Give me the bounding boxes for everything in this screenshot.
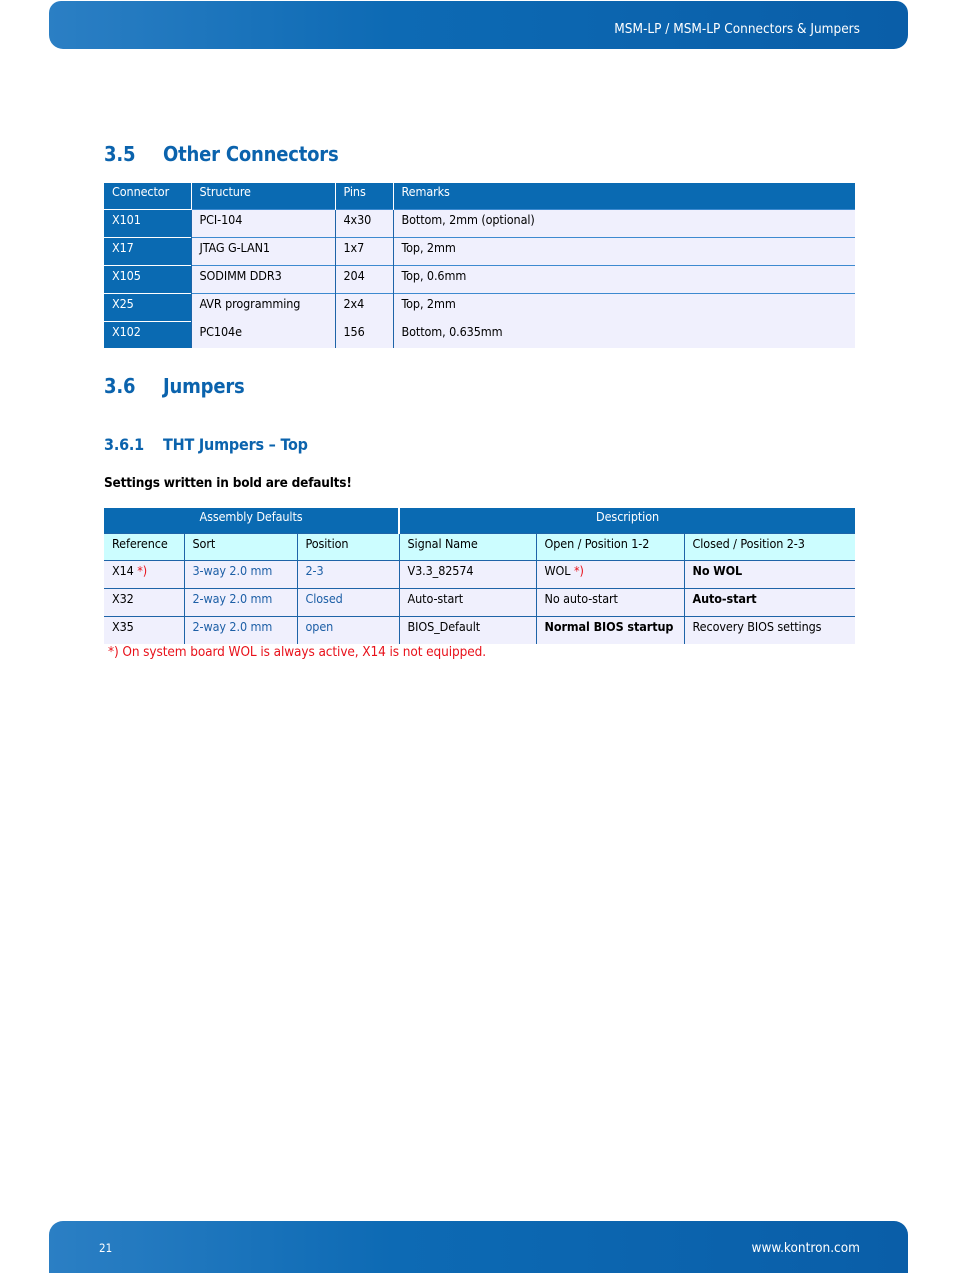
closed-cell: No WOL xyxy=(684,561,855,589)
column-header: Connector xyxy=(104,183,191,210)
header-title: MSM-LP / MSM-LP Connectors & Jumpers xyxy=(614,21,860,37)
footnote: *) On system board WOL is always active, X14 is not equipped. xyxy=(108,644,486,660)
page-number: 21 xyxy=(99,1241,113,1255)
table-row xyxy=(104,322,855,349)
sort-cell: 2-way 2.0 mm xyxy=(184,589,297,617)
page-header-bar xyxy=(49,1,908,49)
section-number: 3.5 xyxy=(104,142,136,166)
section-3-5-heading xyxy=(104,142,338,166)
section-3-6-1-heading xyxy=(104,435,308,454)
column-header: Pins xyxy=(335,183,393,210)
sort-cell: 3-way 2.0 mm xyxy=(184,561,297,589)
footer-url: www.kontron.com xyxy=(751,1240,860,1256)
pins-cell: 204 xyxy=(335,266,393,294)
connector-cell: X105 xyxy=(104,266,191,294)
structure-cell: AVR programming xyxy=(191,294,335,322)
column-header: Sort xyxy=(184,534,297,561)
column-header: Signal Name xyxy=(399,534,536,561)
structure-cell: SODIMM DDR3 xyxy=(191,266,335,294)
jumpers-table xyxy=(104,508,855,644)
signal-cell: V3.3_82574 xyxy=(399,561,536,589)
pins-cell: 156 xyxy=(335,322,393,349)
sort-cell: 2-way 2.0 mm xyxy=(184,617,297,645)
section-title: THT Jumpers – Top xyxy=(163,435,308,454)
connectors-table xyxy=(104,183,855,348)
signal-cell: Auto-start xyxy=(399,589,536,617)
column-header: Reference xyxy=(104,534,184,561)
structure-cell: PCI-104 xyxy=(191,210,335,238)
table-group-header-row xyxy=(104,508,855,534)
reference-value: X14 xyxy=(112,563,134,578)
column-header: Closed / Position 2-3 xyxy=(684,534,855,561)
connector-cell: X102 xyxy=(104,322,191,349)
pins-cell: 4x30 xyxy=(335,210,393,238)
table-row xyxy=(104,238,855,266)
table-row xyxy=(104,589,855,617)
pins-cell: 2x4 xyxy=(335,294,393,322)
defaults-note: Settings written in bold are defaults! xyxy=(104,475,352,491)
table-row xyxy=(104,294,855,322)
column-header: Structure xyxy=(191,183,335,210)
connector-cell: X101 xyxy=(104,210,191,238)
group-header-assembly-defaults: Assembly Defaults xyxy=(104,508,399,534)
table-row xyxy=(104,210,855,238)
footnote-mark: *) xyxy=(573,563,584,578)
remarks-cell: Top, 2mm xyxy=(393,238,855,266)
reference-cell xyxy=(104,589,184,617)
column-header: Open / Position 1-2 xyxy=(536,534,684,561)
remarks-cell: Top, 0.6mm xyxy=(393,266,855,294)
section-title: Jumpers xyxy=(163,374,245,398)
pins-cell: 1x7 xyxy=(335,238,393,266)
structure-cell: PC104e xyxy=(191,322,335,349)
position-cell: Closed xyxy=(297,589,399,617)
connector-cell: X25 xyxy=(104,294,191,322)
open-value: WOL xyxy=(544,563,571,578)
footnote-mark: *) xyxy=(137,563,148,578)
closed-cell: Auto-start xyxy=(684,589,855,617)
group-header-description: Description xyxy=(399,508,855,534)
section-number: 3.6 xyxy=(104,374,136,398)
connector-cell: X17 xyxy=(104,238,191,266)
table-header-row xyxy=(104,534,855,561)
column-header: Position xyxy=(297,534,399,561)
closed-cell: Recovery BIOS settings xyxy=(684,617,855,645)
page-footer-bar xyxy=(49,1221,908,1273)
remarks-cell: Top, 2mm xyxy=(393,294,855,322)
position-cell: open xyxy=(297,617,399,645)
table-row xyxy=(104,266,855,294)
signal-cell: BIOS_Default xyxy=(399,617,536,645)
open-cell: Normal BIOS startup xyxy=(536,617,684,645)
open-cell xyxy=(536,561,684,589)
structure-cell: JTAG G-LAN1 xyxy=(191,238,335,266)
reference-cell xyxy=(104,561,184,589)
column-header: Remarks xyxy=(393,183,855,210)
table-header-row xyxy=(104,183,855,210)
reference-value: X32 xyxy=(112,591,134,606)
section-number: 3.6.1 xyxy=(104,435,144,454)
remarks-cell: Bottom, 0.635mm xyxy=(393,322,855,349)
section-title: Other Connectors xyxy=(163,142,339,166)
reference-value: X35 xyxy=(112,619,134,634)
table-row xyxy=(104,617,855,645)
section-3-6-heading xyxy=(104,374,245,398)
reference-cell xyxy=(104,617,184,645)
position-cell: 2-3 xyxy=(297,561,399,589)
open-cell: No auto-start xyxy=(536,589,684,617)
table-row xyxy=(104,561,855,589)
remarks-cell: Bottom, 2mm (optional) xyxy=(393,210,855,238)
